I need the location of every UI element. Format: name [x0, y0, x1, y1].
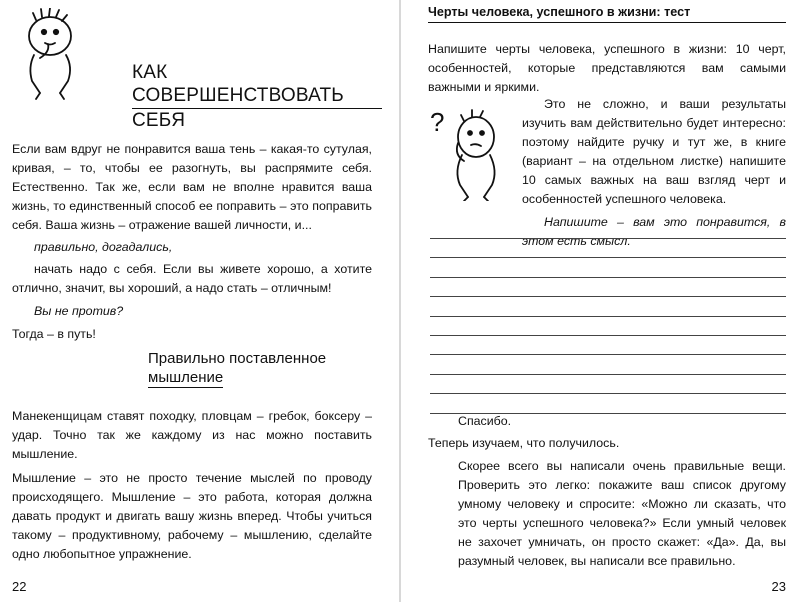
paragraph-now-study: Теперь изучаем, что получилось. [428, 436, 620, 450]
paragraph-shadow: Если вам вдруг не понравится ваша тень – какая-то сутулая, кривая, – то, чтобы ее разогнуть, вы распрямите себя. Естественно. Так же, если вам не вполне нравится ваша жизнь, то единственный способ ее поправить – это поправить себя. Ваша жизнь – отражение вашей личности, и... [12, 142, 372, 232]
thinking-text [12, 407, 372, 564]
section-title-line-1: Правильно поставленное [148, 350, 327, 367]
page-number-right: 23 [771, 579, 786, 594]
answer-line[interactable] [430, 393, 786, 394]
answer-line[interactable] [430, 277, 786, 278]
instructions-text [522, 95, 786, 251]
paragraph-conclusion: Скорее всего вы написали очень правильные вещи. Проверить это легко: покажите ваш список другому умному человеку и спросите: «Можно ли сказать, что это черты успешного человека?» Если умный человек не захочет умничать, он просто скажет: «Да». Да, вы разумный человек, вы написали все правильно. [458, 459, 786, 568]
answer-line[interactable] [430, 335, 786, 336]
answer-line[interactable] [430, 257, 786, 258]
paragraph-thinking-work: Мышление – это не просто течение мыслей по проводу происходящего. Мышление – это работа, которая должна давать продукт и двигать вашу жизнь вперед. Чтобы учиться такому – продуктивному, рабочему – мышлению, сделайте одно любопытное упражнение. [12, 471, 372, 561]
answer-line[interactable] [430, 296, 786, 297]
answer-line[interactable] [430, 238, 786, 239]
chapter-title-line-1: КАК СОВЕРШЕНСТВОВАТЬ [132, 61, 382, 109]
question-mark: ? [430, 107, 445, 137]
intro-text [12, 140, 372, 344]
page-number-left: 22 [12, 579, 27, 594]
paragraph-not-against: Вы не против? [34, 304, 124, 318]
section-title [148, 349, 378, 388]
paragraph-lets-go: Тогда – в путь! [12, 327, 96, 341]
chapter-title-line-2: СЕБЯ [132, 110, 186, 131]
answer-line[interactable] [430, 316, 786, 317]
paragraph-guessed: правильно, догадались, [34, 240, 173, 254]
results-text [428, 412, 786, 571]
paragraph-models: Манекенщицам ставят походку, пловцам – гребок, боксеру – удар. Точно так же каждому из нас можно поставить мышление. [12, 409, 372, 461]
answer-line[interactable] [430, 374, 786, 375]
chapter-title [132, 61, 382, 132]
paragraph-start-yourself: начать надо с себя. Если вы живете хорошо, а хотите отлично, значит, вы хороший, а надо стать – отличным! [12, 262, 372, 295]
thinking-man-illustration [14, 8, 84, 100]
question-man-illustration [428, 101, 506, 201]
answer-line[interactable] [430, 354, 786, 355]
answer-lines [430, 238, 786, 432]
paragraph-not-difficult: Это не сложно, и ваши результаты изучить вам действительно будет интересно: поэтому найдите ручку и тут же, в книге (вариант – на отдельном листке) напишите 10 самых важных на ваш взгляд черт и особенностей успешного человека. [522, 97, 786, 206]
paragraph-write-traits: Напишите черты человека, успешного в жизни: 10 черт, особенностей, которые представляются вам самыми важными и яркими. [428, 42, 786, 94]
paragraph-thanks: Спасибо. [458, 414, 512, 428]
section-title-line-2: мышление [148, 369, 224, 386]
right-page-header: Черты человека, успешного в жизни: тест [428, 3, 786, 23]
paragraph-you-will-like: Напишите – вам это понравится, в этом есть смысл. [522, 215, 786, 248]
